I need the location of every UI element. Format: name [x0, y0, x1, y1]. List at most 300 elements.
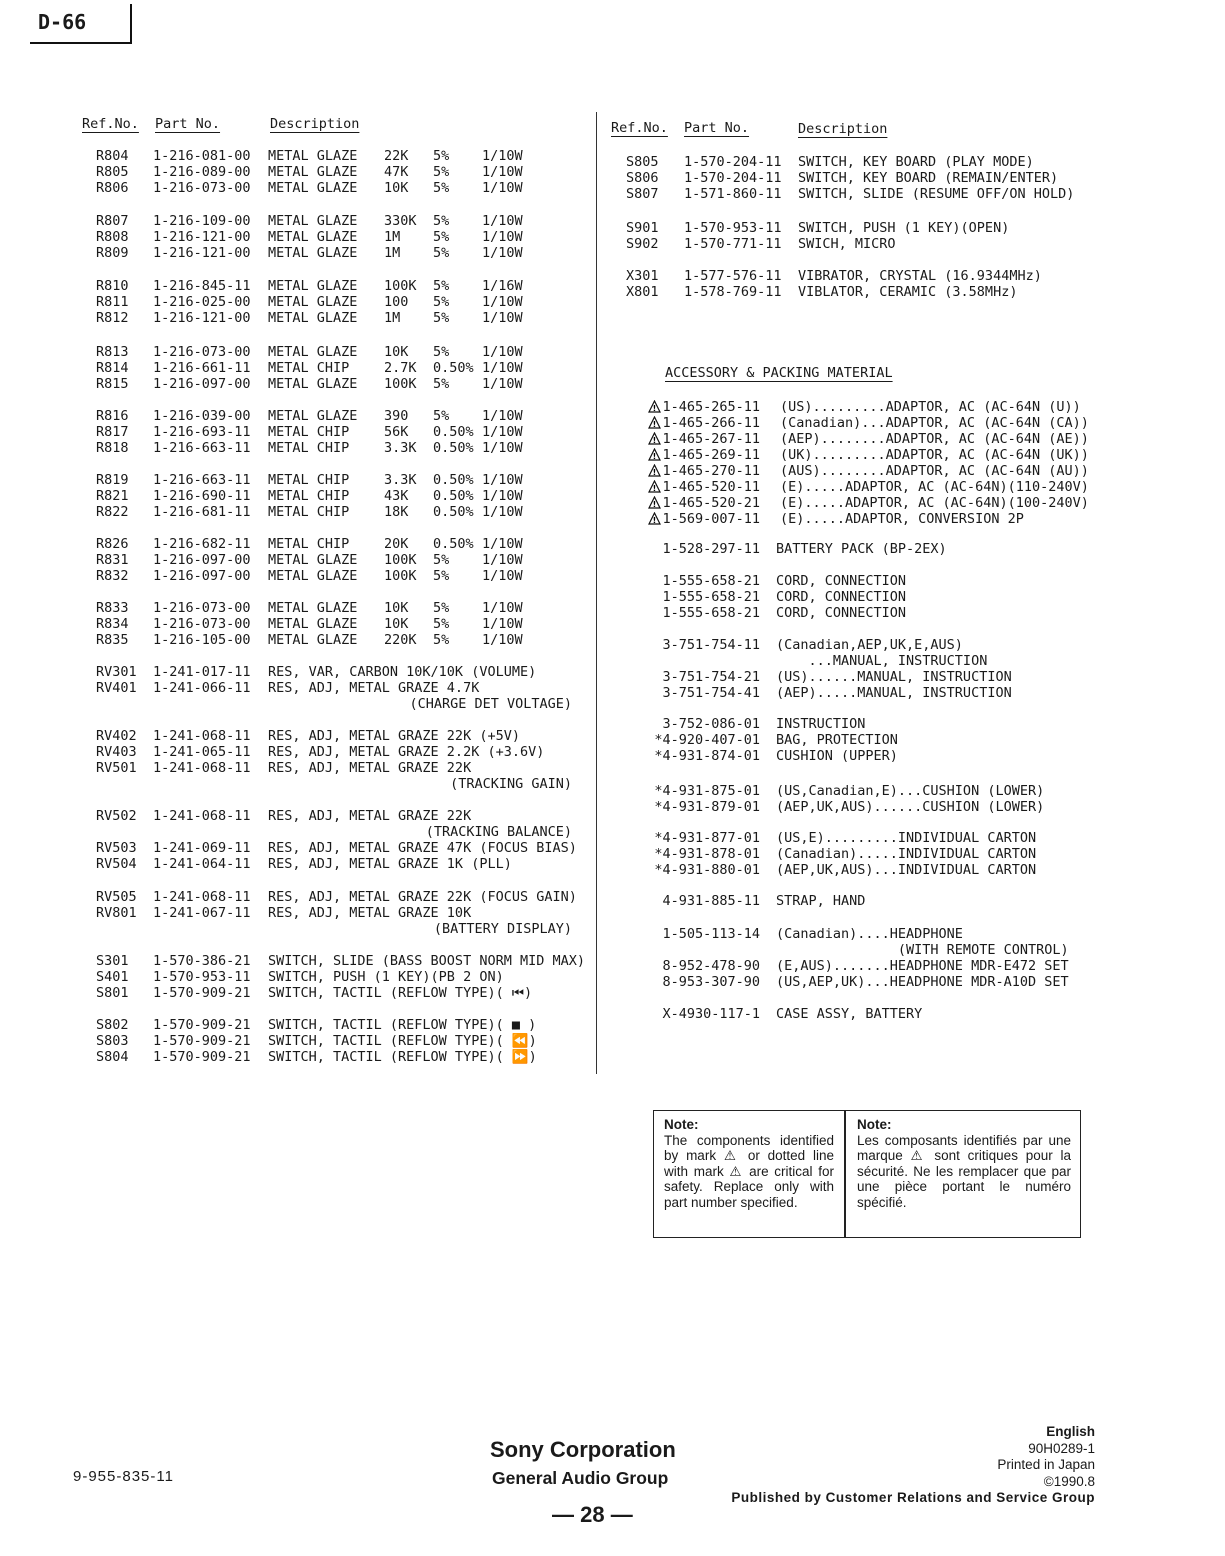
accessory-row	[0, 589, 1225, 605]
part-description: METAL CHIP	[268, 536, 350, 552]
part-ref: R804	[96, 148, 129, 164]
part-number: 1-241-068-11	[153, 889, 251, 905]
part-number: 1-241-064-11	[153, 856, 251, 872]
page-number: — 28 —	[552, 1502, 633, 1527]
part-number: 1-216-681-11	[153, 504, 251, 520]
part-description: RES, ADJ, METAL GRAZE 47K (FOCUS BIAS)	[268, 840, 577, 856]
group-name: General Audio Group	[492, 1468, 669, 1488]
part-number: 1-241-068-11	[153, 728, 251, 744]
accessory-description: (AEP)........ADAPTOR, AC (AC-64N (AE))	[780, 431, 1089, 447]
part-wattage: 1/10W	[482, 344, 523, 360]
part-tolerance: 5%	[433, 408, 450, 424]
accessory-description: (E).....ADAPTOR, AC (AC-64N)(100-240V)	[780, 495, 1089, 511]
accessory-description: INSTRUCTION	[776, 716, 866, 732]
part-description: METAL GLAZE	[268, 408, 358, 424]
part-number: 1-216-097-00	[153, 552, 251, 568]
part-row	[0, 284, 1225, 300]
accessory-description: (AEP).....MANUAL, INSTRUCTION	[776, 685, 1012, 701]
part-row	[0, 154, 1225, 170]
note-en-body: The components identified by mark ⚠ or dotted line with mark ⚠ are critical for safety. Replace only with part number specified.	[664, 1132, 834, 1210]
accessory-description: (US).........ADAPTOR, AC (AC-64N (U))	[780, 399, 1081, 415]
svg-text:!: !	[652, 500, 657, 509]
part-tolerance: 5%	[433, 245, 450, 261]
part-description: RES, ADJ, METAL GRAZE 22K	[268, 760, 472, 776]
accessory-row	[0, 862, 1225, 878]
part-description: SWITCH, TACTIL (REFLOW TYPE)( ⏮)	[268, 985, 533, 1001]
safety-warning-icon	[648, 512, 661, 529]
part-description: SWITCH, SLIDE (BASS BOOST NORM MID MAX)	[268, 953, 585, 969]
part-wattage: 1/10W	[482, 180, 523, 196]
accessory-description: BAG, PROTECTION	[776, 732, 898, 748]
part-number: 1-216-109-00	[153, 213, 251, 229]
part-number: 1-570-953-11	[153, 969, 251, 985]
accessory-row	[0, 399, 1225, 415]
part-tolerance: 5%	[433, 568, 450, 584]
part-ref: S806	[626, 170, 659, 186]
part-number: 1-241-069-11	[153, 840, 251, 856]
accessory-row	[0, 732, 1225, 748]
accessory-section-title: ACCESSORY & PACKING MATERIAL	[665, 365, 893, 381]
part-description: RES, VAR, CARBON 10K/10K (VOLUME)	[268, 664, 537, 680]
part-wattage: 1/10W	[482, 310, 523, 326]
accessory-part-number: *4-931-874-01	[654, 748, 760, 764]
part-ref: S805	[626, 154, 659, 170]
part-description: RES, ADJ, METAL GRAZE 2.2K (+3.6V)	[268, 744, 545, 760]
part-value: 2.7K	[384, 360, 417, 376]
part-wattage: 1/10W	[482, 164, 523, 180]
part-number: 1-577-576-11	[684, 268, 782, 284]
part-wattage: 1/10W	[482, 360, 523, 376]
part-ref: R815	[96, 376, 129, 392]
part-tolerance: 5%	[433, 344, 450, 360]
part-row	[0, 360, 590, 376]
accessory-description: (UK).........ADAPTOR, AC (AC-64N (UK))	[780, 447, 1089, 463]
part-row	[0, 1033, 590, 1049]
accessory-row	[0, 799, 1225, 815]
part-ref: R807	[96, 213, 129, 229]
part-tolerance: 5%	[433, 376, 450, 392]
part-tolerance: 5%	[433, 229, 450, 245]
part-description: SWITCH, PUSH (1 KEY)(OPEN)	[798, 220, 1010, 236]
accessory-row	[0, 511, 1225, 527]
part-description: METAL CHIP	[268, 424, 350, 440]
accessory-row	[0, 495, 1225, 511]
part-ref: RV403	[96, 744, 137, 760]
part-ref: R818	[96, 440, 129, 456]
part-ref: S901	[626, 220, 659, 236]
part-wattage: 1/10W	[482, 632, 523, 648]
svg-text:!: !	[652, 468, 657, 477]
accessory-part-number: 8-953-307-90	[662, 974, 760, 990]
part-number: 1-570-204-11	[684, 154, 782, 170]
part-ref: R832	[96, 568, 129, 584]
part-number: 1-570-771-11	[684, 236, 782, 252]
part-ref: R811	[96, 294, 129, 310]
part-ref: S804	[96, 1049, 129, 1065]
accessory-description: CORD, CONNECTION	[776, 605, 907, 621]
part-number: 1-571-860-11	[684, 186, 782, 202]
printed-label: Printed in Japan	[997, 1457, 1095, 1472]
part-row	[0, 170, 1225, 186]
svg-text:!: !	[652, 516, 657, 525]
part-number: 1-216-845-11	[153, 278, 251, 294]
part-wattage: 1/10W	[482, 600, 523, 616]
part-tolerance: 0.50%	[433, 472, 474, 488]
accessory-row	[0, 637, 1225, 653]
accessory-part-number: 8-952-478-90	[662, 958, 760, 974]
part-value: 330K	[384, 213, 417, 229]
accessory-row	[0, 1006, 1225, 1022]
accessory-part-number: *4-931-875-01	[654, 783, 760, 799]
part-row	[0, 268, 1225, 284]
part-ref: R835	[96, 632, 129, 648]
part-description: RES, ADJ, METAL GRAZE 22K (FOCUS GAIN)	[268, 889, 577, 905]
publication-info	[731, 1424, 1095, 1507]
part-tolerance: 0.50%	[433, 488, 474, 504]
part-description: METAL CHIP	[268, 440, 350, 456]
part-ref: R808	[96, 229, 129, 245]
accessory-row	[0, 942, 1225, 958]
part-wattage: 1/10W	[482, 568, 523, 584]
part-number: 1-216-025-00	[153, 294, 251, 310]
part-ref: R809	[96, 245, 129, 261]
part-description: RES, ADJ, METAL GRAZE 22K (+5V)	[268, 728, 520, 744]
part-value: 10K	[384, 600, 409, 616]
part-ref: RV801	[96, 905, 137, 921]
part-wattage: 1/10W	[482, 376, 523, 392]
part-row	[0, 310, 590, 326]
part-ref: S807	[626, 186, 659, 202]
accessory-row	[0, 926, 1225, 942]
part-tolerance: 5%	[433, 552, 450, 568]
part-value: 220K	[384, 632, 417, 648]
part-number: 1-570-909-21	[153, 985, 251, 1001]
left-header-desc: Description	[270, 116, 360, 132]
part-ref: RV401	[96, 680, 137, 696]
part-ref: RV504	[96, 856, 137, 872]
accessory-row	[0, 846, 1225, 862]
part-ref: X301	[626, 268, 659, 284]
accessory-row	[0, 748, 1225, 764]
part-ref: S801	[96, 985, 129, 1001]
accessory-description: (US,E).........INDIVIDUAL CARTON	[776, 830, 1037, 846]
accessory-description: (US,AEP,UK)...HEADPHONE MDR-A10D SET	[776, 974, 1069, 990]
part-value: 47K	[384, 164, 409, 180]
part-ref: R821	[96, 488, 129, 504]
model-label: D-66	[38, 10, 87, 34]
part-number: 1-216-682-11	[153, 536, 251, 552]
part-row	[0, 1049, 590, 1065]
accessory-part-number: *4-931-878-01	[654, 846, 760, 862]
part-number: 1-570-204-11	[684, 170, 782, 186]
part-tolerance: 5%	[433, 310, 450, 326]
accessory-part-number: 4-931-885-11	[662, 893, 760, 909]
part-tolerance: 5%	[433, 294, 450, 310]
part-wattage: 1/16W	[482, 278, 523, 294]
accessory-description: (Canadian).....INDIVIDUAL CARTON	[776, 846, 1037, 862]
part-wattage: 1/10W	[482, 213, 523, 229]
part-ref: RV505	[96, 889, 137, 905]
part-number: 1-216-073-00	[153, 600, 251, 616]
part-wattage: 1/10W	[482, 616, 523, 632]
part-ref: R813	[96, 344, 129, 360]
part-value: 1M	[384, 245, 401, 261]
accessory-part-number: 3-751-754-11	[662, 637, 760, 653]
accessory-row	[0, 541, 1225, 557]
part-value: 56K	[384, 424, 409, 440]
accessory-row	[0, 479, 1225, 495]
part-description: SWITCH, TACTIL (REFLOW TYPE)( ⏪)	[268, 1033, 537, 1049]
part-tolerance: 0.50%	[433, 536, 474, 552]
part-ref: R817	[96, 424, 129, 440]
part-ref: R806	[96, 180, 129, 196]
svg-text:!: !	[652, 452, 657, 461]
accessory-description: CORD, CONNECTION	[776, 589, 907, 605]
part-description: METAL GLAZE	[268, 164, 358, 180]
part-value: 1M	[384, 310, 401, 326]
part-value: 3.3K	[384, 472, 417, 488]
part-ref: X801	[626, 284, 659, 300]
accessory-description: (AUS)........ADAPTOR, AC (AC-64N (AU))	[780, 463, 1089, 479]
accessory-description: (AEP,UK,AUS)......CUSHION (LOWER)	[776, 799, 1045, 815]
company-name: Sony Corporation	[490, 1437, 676, 1462]
accessory-description: CASE ASSY, BATTERY	[776, 1006, 923, 1022]
part-description: METAL GLAZE	[268, 568, 358, 584]
note-fr-title: Note:	[857, 1117, 892, 1132]
part-value: 10K	[384, 180, 409, 196]
accessory-description: (Canadian)...ADAPTOR, AC (AC-64N (CA))	[780, 415, 1089, 431]
accessory-row	[0, 893, 1225, 909]
accessory-part-number: 1-555-658-21	[662, 605, 760, 621]
note-english	[664, 1117, 834, 1210]
part-tolerance: 5%	[433, 213, 450, 229]
part-ref: S401	[96, 969, 129, 985]
accessory-part-number: 1-465-520-11	[662, 479, 760, 495]
part-tolerance: 0.50%	[433, 504, 474, 520]
svg-text:!: !	[652, 484, 657, 493]
part-ref: R812	[96, 310, 129, 326]
part-number: 1-216-081-00	[153, 148, 251, 164]
right-header-part: Part No.	[684, 120, 750, 136]
part-number: 1-241-066-11	[153, 680, 251, 696]
part-value: 100K	[384, 278, 417, 294]
accessory-row	[0, 958, 1225, 974]
accessory-description: (E).....ADAPTOR, CONVERSION 2P	[780, 511, 1024, 527]
part-number: 1-216-073-00	[153, 180, 251, 196]
part-value: 100K	[384, 376, 417, 392]
accessory-description: (US)......MANUAL, INSTRUCTION	[776, 669, 1012, 685]
part-number: 1-216-089-00	[153, 164, 251, 180]
part-value: 1M	[384, 229, 401, 245]
part-ref: R834	[96, 616, 129, 632]
accessory-description: CUSHION (UPPER)	[776, 748, 898, 764]
part-description: VIBLATOR, CERAMIC (3.58MHz)	[798, 284, 1018, 300]
language-label: English	[1046, 1424, 1095, 1439]
part-number: 1-216-693-11	[153, 424, 251, 440]
part-wattage: 1/10W	[482, 424, 523, 440]
part-tolerance: 5%	[433, 616, 450, 632]
accessory-description: STRAP, HAND	[776, 893, 866, 909]
part-tolerance: 5%	[433, 632, 450, 648]
safety-note-box	[653, 1110, 1081, 1238]
svg-text:!: !	[652, 404, 657, 413]
part-wattage: 1/10W	[482, 472, 523, 488]
part-description: VIBRATOR, CRYSTAL (16.9344MHz)	[798, 268, 1042, 284]
part-ref: R816	[96, 408, 129, 424]
part-wattage: 1/10W	[482, 294, 523, 310]
accessory-part-number: 1-555-658-21	[662, 589, 760, 605]
part-number: 1-216-039-00	[153, 408, 251, 424]
accessory-description: (WITH REMOTE CONTROL)	[776, 942, 1069, 958]
part-number: 1-216-663-11	[153, 472, 251, 488]
part-description: SWITCH, TACTIL (REFLOW TYPE)( ⏩)	[268, 1049, 537, 1065]
part-description: METAL GLAZE	[268, 180, 358, 196]
part-number: 1-241-068-11	[153, 808, 251, 824]
part-wattage: 1/10W	[482, 229, 523, 245]
right-header-desc: Description	[798, 121, 888, 137]
part-value: 390	[384, 408, 409, 424]
accessory-description: (US,Canadian,E)...CUSHION (LOWER)	[776, 783, 1045, 799]
part-value: 3.3K	[384, 440, 417, 456]
part-ref: R814	[96, 360, 129, 376]
part-wattage: 1/10W	[482, 148, 523, 164]
part-row	[0, 376, 590, 392]
part-description: RES, ADJ, METAL GRAZE 4.7K	[268, 680, 480, 696]
part-number: 1-578-769-11	[684, 284, 782, 300]
accessory-description: BATTERY PACK (BP-2EX)	[776, 541, 947, 557]
part-ref: R805	[96, 164, 129, 180]
part-description: METAL GLAZE	[268, 376, 358, 392]
part-ref: R831	[96, 552, 129, 568]
part-wattage: 1/10W	[482, 536, 523, 552]
part-wattage: 1/10W	[482, 488, 523, 504]
part-number: 1-216-097-00	[153, 568, 251, 584]
part-description: SWITCH, PUSH (1 KEY)(PB 2 ON)	[268, 969, 504, 985]
svg-text:!: !	[652, 420, 657, 429]
accessory-part-number: 3-751-754-21	[662, 669, 760, 685]
part-value: 100K	[384, 552, 417, 568]
part-description: SWITCH, SLIDE (RESUME OFF/ON HOLD)	[798, 186, 1075, 202]
part-description: SWITCH, KEY BOARD (REMAIN/ENTER)	[798, 170, 1059, 186]
accessory-row	[0, 573, 1225, 589]
part-wattage: 1/10W	[482, 504, 523, 520]
accessory-description: (Canadian)....HEADPHONE	[776, 926, 963, 942]
left-header-ref: Ref.No.	[82, 116, 139, 132]
part-number: 1-216-121-00	[153, 310, 251, 326]
copyright-label: ©1990.8	[1043, 1473, 1095, 1489]
part-description: METAL CHIP	[268, 488, 350, 504]
part-tolerance: 5%	[433, 148, 450, 164]
part-ref: R833	[96, 600, 129, 616]
part-tolerance: 0.50%	[433, 360, 474, 376]
part-number: 1-216-073-00	[153, 616, 251, 632]
right-header-ref: Ref.No.	[611, 120, 668, 136]
accessory-row	[0, 669, 1225, 685]
accessory-row	[0, 653, 1225, 669]
part-wattage: 1/10W	[482, 408, 523, 424]
part-value: 10K	[384, 344, 409, 360]
part-tolerance: 5%	[433, 278, 450, 294]
accessory-row	[0, 463, 1225, 479]
accessory-part-number: X-4930-117-1	[662, 1006, 760, 1022]
part-ref: RV402	[96, 728, 137, 744]
part-tolerance: 5%	[433, 164, 450, 180]
accessory-part-number: 1-465-267-11	[662, 431, 760, 447]
accessory-part-number: 1-465-270-11	[662, 463, 760, 479]
part-ref: RV502	[96, 808, 137, 824]
part-description: SWITCH, TACTIL (REFLOW TYPE)( ■ )	[268, 1017, 537, 1033]
accessory-part-number: *4-920-407-01	[654, 732, 760, 748]
publisher-label: Published by Customer Relations and Service Group	[731, 1490, 1095, 1505]
part-description-continued: (CHARGE DET VOLTAGE)	[409, 696, 572, 712]
part-tolerance: 5%	[433, 600, 450, 616]
part-number: 1-216-073-00	[153, 344, 251, 360]
part-description: METAL GLAZE	[268, 552, 358, 568]
part-number: 1-216-121-00	[153, 229, 251, 245]
accessory-part-number: 1-465-520-21	[662, 495, 760, 511]
part-description-continued: (TRACKING GAIN)	[450, 776, 572, 792]
publication-code: 90H0289-1	[1028, 1440, 1095, 1456]
part-ref: R826	[96, 536, 129, 552]
accessory-description: (Canadian,AEP,UK,E,AUS)	[776, 637, 963, 653]
accessory-row	[0, 431, 1225, 447]
accessory-part-number: 1-528-297-11	[662, 541, 760, 557]
accessory-row	[0, 716, 1225, 732]
part-value: 22K	[384, 148, 409, 164]
accessory-description: (E,AUS).......HEADPHONE MDR-E472 SET	[776, 958, 1069, 974]
part-number: 1-241-017-11	[153, 664, 251, 680]
part-tolerance: 0.50%	[433, 424, 474, 440]
part-value: 100K	[384, 568, 417, 584]
part-number: 1-216-690-11	[153, 488, 251, 504]
part-description: METAL CHIP	[268, 504, 350, 520]
part-value: 100	[384, 294, 409, 310]
part-description-continued: (TRACKING BALANCE)	[425, 824, 572, 840]
accessory-part-number: 3-751-754-41	[662, 685, 760, 701]
part-number: 1-241-065-11	[153, 744, 251, 760]
note-fr-body: Les composants identifiés par une marque ⚠ sont critiques pour la sécurité. Ne les remplacer que par une pièce portant le numéro spécifié.	[857, 1132, 1071, 1210]
svg-text:!: !	[652, 436, 657, 445]
accessory-row	[0, 685, 1225, 701]
part-ref: S803	[96, 1033, 129, 1049]
part-row	[0, 220, 1225, 236]
part-description: METAL GLAZE	[268, 245, 358, 261]
part-number: 1-216-661-11	[153, 360, 251, 376]
part-row	[0, 186, 1225, 202]
part-ref: RV501	[96, 760, 137, 776]
accessory-row	[0, 447, 1225, 463]
document-number: 9-955-835-11	[73, 1468, 174, 1485]
part-number: 1-241-068-11	[153, 760, 251, 776]
accessory-part-number: *4-931-879-01	[654, 799, 760, 815]
part-description: METAL GLAZE	[268, 600, 358, 616]
part-number: 1-570-909-21	[153, 1017, 251, 1033]
part-description: RES, ADJ, METAL GRAZE 10K	[268, 905, 472, 921]
accessory-row	[0, 783, 1225, 799]
accessory-description: (E).....ADAPTOR, AC (AC-64N)(110-240V)	[780, 479, 1089, 495]
part-number: 1-241-067-11	[153, 905, 251, 921]
part-ref: S802	[96, 1017, 129, 1033]
part-row	[0, 344, 590, 360]
left-header-part: Part No.	[155, 116, 221, 132]
part-value: 18K	[384, 504, 409, 520]
note-french	[857, 1117, 1071, 1210]
accessory-part-number: 3-752-086-01	[662, 716, 760, 732]
part-description: SWITCH, KEY BOARD (PLAY MODE)	[798, 154, 1034, 170]
model-tab	[30, 4, 132, 44]
part-value: 10K	[384, 616, 409, 632]
part-description: METAL GLAZE	[268, 310, 358, 326]
